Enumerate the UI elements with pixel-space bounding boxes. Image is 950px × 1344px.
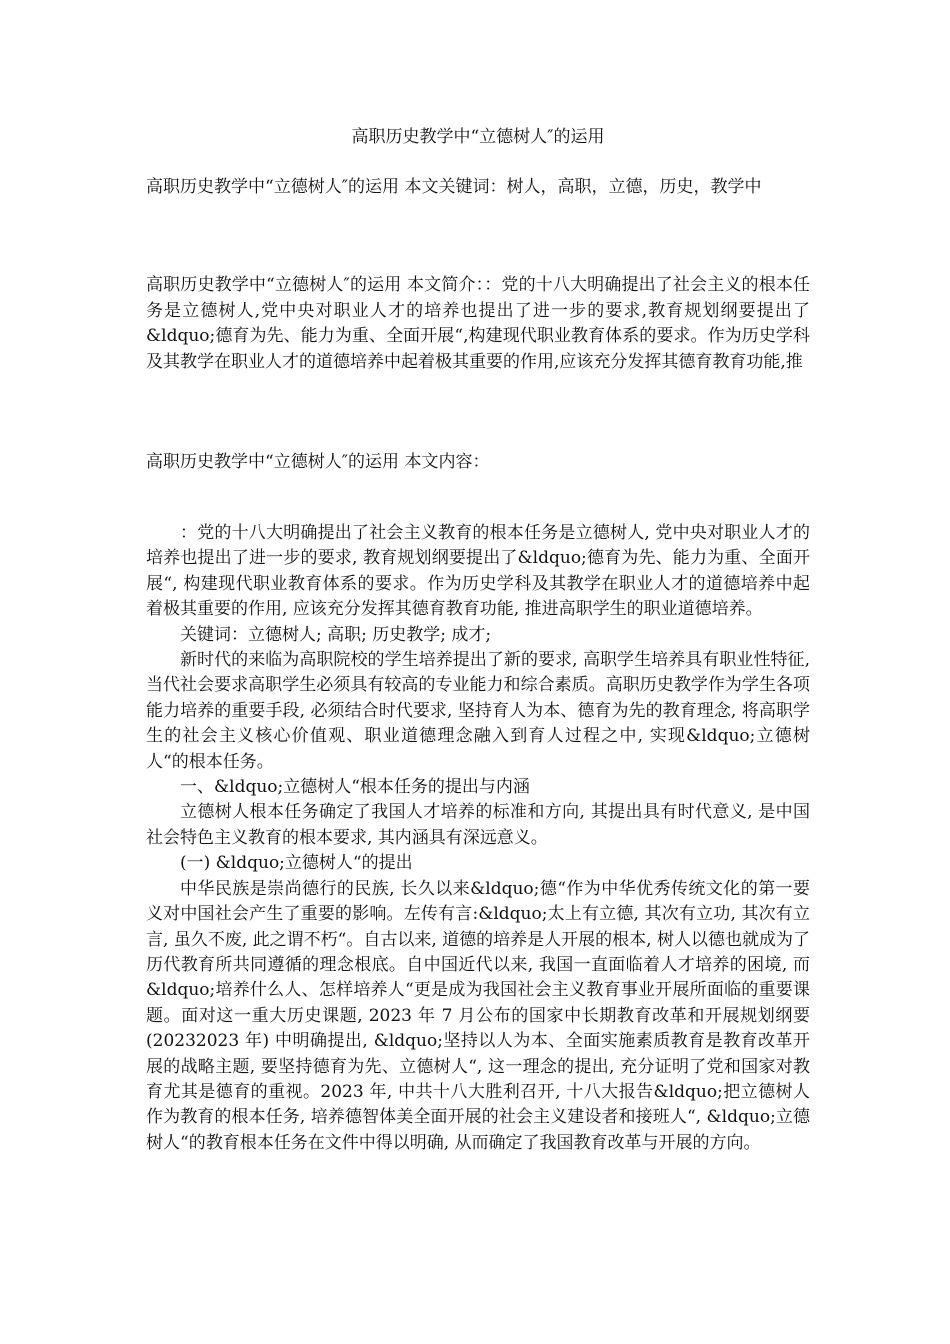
intro-paragraph: 新时代的来临为高职院校的学生培养提出了新的要求, 高职学生培养具有职业性特征, 当代社会要求高职学生必须具有较高的专业能力和综合素质。高职历史教学作为学生各项能力培养的重要手段, 必须结合时代要求, 坚持育人为本、德育为先的教育理念, 将高职学生的社会主义核心价值观、职业道德理念融入到育人过程之中, 实现&ldquo;立德树人“的根本任务。 — [146, 650, 810, 772]
abstract-paragraph: ：党的十八大明确提出了社会主义教育的根本任务是立德树人, 党中央对职业人才的培养也提出了进一步的要求, 教育规划纲要提出了&ldquo;德育为先、能力为重、全面开展“, 构建现代职业教育体系的要求。作为历史学科及其教学在职业人才的道德培养中起着极其重要的作用, 应该充分发挥其德育教育功能, 推进高职学生的职业道德培养。 — [146, 523, 810, 620]
summary-line: 高职历史教学中“立德树人″的运用 本文简介：：党的十八大明确提出了社会主义的根本任务是立德树人,党中央对职业人才的培养也提出了进一步的要求,教育规划纲要提出了&ldquo;德育为先、能力为重、全面开展“,构建现代职业教育体系的要求。作为历史学科及其教学在职业人才的道德培养中起着极其重要的作用,应该充分发挥其德育教育功能,推 — [146, 275, 810, 372]
keywords-line: 高职历史教学中“立德树人″的运用 本文关键词：树人，高职，立德，历史，教学中 — [146, 177, 762, 197]
document-body — [146, 521, 810, 1156]
history-paragraph: 中华民族是崇尚德行的民族, 长久以来&ldquo;德“作为中华优秀传统文化的第一要义对中国社会产生了重要的影响。左传有言:&ldquo;太上有立德, 其次有立功, 其次有立言, 虽久不废, 此之谓不朽“。自古以来, 道德的培养是人开展的根本, 树人以德也就成为了历代教育所共同遵循的理念根底。自中国近代以来, 我国一直面临着人才培养的困境, 而&ldquo;培养什么人、怎样培养人“更是成为我国社会主义教育事业开展所面临的重要课题。面对这一重大历史课题, 2023 年 7 月公布的国家中长期教育改革和开展规划纲要 (20232023 年) 中明确提出, &ldquo;坚持以人为本、全面实施素质教育是教育改革开展的战略主题, 要坚持德育为先、立德树人“, 这一理念的提出, 充分证明了党和国家对教育尤其是德育的重视。2023 年, 中共十八大胜利召开, 十八大报告&ldquo;把立德树人作为教育的根本任务, 培养德智体美全面开展的社会主义建设者和接班人“, &ldquo;立德树人“的教育根本任务在文件中得以明确, 从而确定了我国教育改革与开展的方向。 — [146, 878, 810, 1153]
subsection-heading: (一) &ldquo;立德树人“的提出 — [180, 853, 413, 874]
document-title: 高职历史教学中“立德树人″的运用 — [351, 127, 605, 147]
section-heading: 一、&ldquo;立德树人“根本任务的提出与内涵 — [180, 777, 530, 798]
section-intro-paragraph: 立德树人根本任务确定了我国人才培养的标准和方向, 其提出具有时代意义, 是中国社会特色主义教育的根本要求, 其内涵具有深远意义。 — [146, 802, 810, 848]
content-heading: 高职历史教学中“立德树人″的运用 本文内容： — [146, 452, 490, 472]
keywords-paragraph: 关键词：立德树人; 高职; 历史教学; 成才; — [180, 624, 492, 645]
